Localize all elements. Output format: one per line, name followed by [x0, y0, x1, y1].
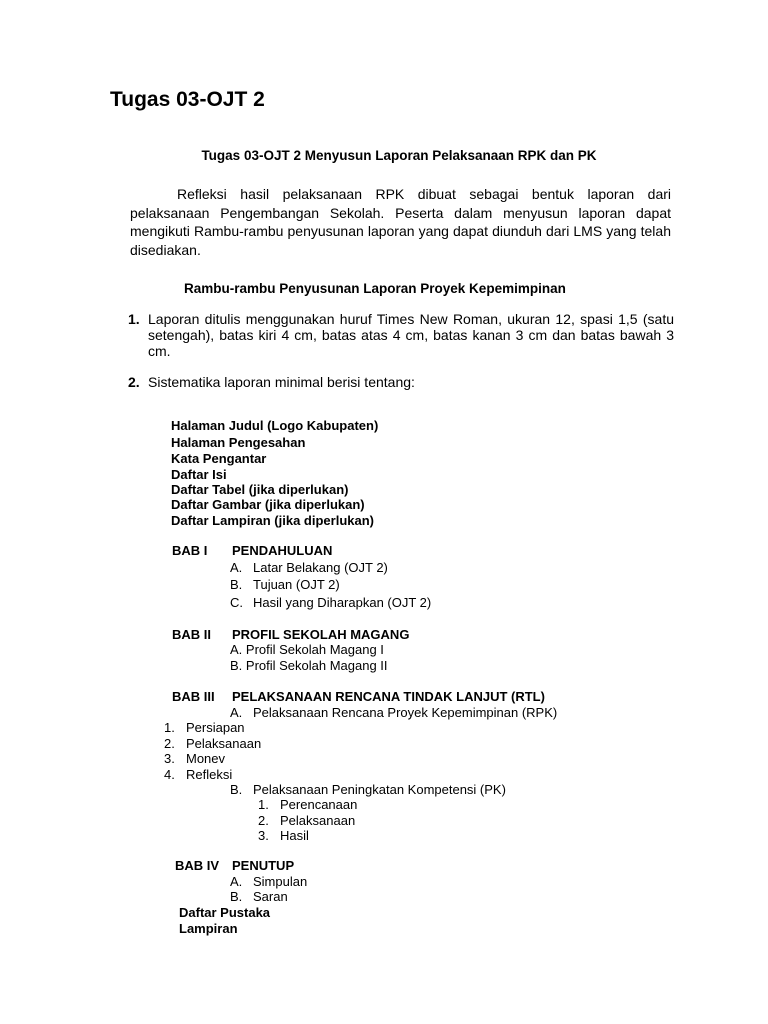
- list-item: Lampiran: [179, 921, 238, 936]
- list-item: Pelaksanaan Rencana Proyek Kepemimpinan (RPK): [253, 705, 558, 720]
- chapter-title: PENDAHULUAN: [232, 543, 333, 558]
- list-item-number: 1.: [164, 720, 175, 735]
- point-number: 2.: [128, 374, 140, 390]
- chapter-number: BAB IV: [175, 858, 220, 873]
- list-item: B. Profil Sekolah Magang II: [230, 658, 388, 673]
- list-item-marker: C.: [230, 595, 243, 610]
- chapter-title: PROFIL SEKOLAH MAGANG: [232, 627, 410, 642]
- list-item: Hasil yang Diharapkan (OJT 2): [253, 595, 432, 610]
- chapter-number: BAB I: [172, 543, 208, 558]
- intro-paragraph: Refleksi hasil pelaksanaan RPK dibuat sebagai bentuk laporan dari pelaksanaan Pengembangan Sekolah. Peserta dalam menyusun laporan dapat mengikuti Rambu-rambu penyusunan laporan yang dapat diunduh dari LMS yang telah disediakan.: [130, 186, 671, 258]
- list-item: Perencanaan: [280, 797, 358, 812]
- list-item-marker: B.: [230, 889, 243, 904]
- list-item: Tujuan (OJT 2): [253, 577, 340, 592]
- assignment-subtitle: Tugas 03-OJT 2 Menyusun Laporan Pelaksanaan RPK dan PK: [201, 148, 597, 163]
- list-item-number: 3.: [164, 751, 175, 766]
- list-item: Daftar Lampiran (jika diperlukan): [171, 513, 374, 528]
- guidelines-heading: Rambu-rambu Penyusunan Laporan Proyek Kepemimpinan: [184, 281, 566, 296]
- point-text: Sistematika laporan minimal berisi tentang:: [148, 374, 415, 390]
- list-item: Pelaksanaan: [186, 736, 262, 751]
- list-item-number: 4.: [164, 767, 175, 782]
- list-item: Simpulan: [253, 874, 308, 889]
- list-item-number: 1.: [258, 797, 269, 812]
- list-item: Daftar Gambar (jika diperlukan): [171, 497, 365, 512]
- list-item: Pelaksanaan: [280, 813, 356, 828]
- list-item: Halaman Pengesahan: [171, 435, 306, 450]
- list-item-number: 2.: [164, 736, 175, 751]
- list-item: Refleksi: [186, 767, 233, 782]
- point-number: 1.: [128, 311, 140, 327]
- list-item: Latar Belakang (OJT 2): [253, 560, 388, 575]
- list-item-marker: A.: [230, 874, 243, 889]
- guideline-point-2: [128, 374, 674, 392]
- list-item-marker: B.: [230, 577, 243, 592]
- list-item-number: 2.: [258, 813, 269, 828]
- list-item: Monev: [186, 751, 226, 766]
- chapter-number: BAB III: [172, 689, 215, 704]
- list-item: Kata Pengantar: [171, 451, 267, 466]
- chapter-title: PELAKSANAAN RENCANA TINDAK LANJUT (RTL): [232, 689, 545, 704]
- list-item-marker: B.: [230, 782, 243, 797]
- list-item-marker: A.: [230, 560, 243, 575]
- chapter-title: PENUTUP: [232, 858, 295, 873]
- list-item: Persiapan: [186, 720, 245, 735]
- list-item: A. Profil Sekolah Magang I: [230, 642, 384, 657]
- list-item-number: 3.: [258, 828, 269, 843]
- list-item: Hasil: [280, 828, 309, 843]
- point-text: Laporan ditulis menggunakan huruf Times New Roman, ukuran 12, spasi 1,5 (satu setengah), batas kiri 4 cm, batas atas 4 cm, batas kanan 3 cm dan batas bawah 3 cm.: [148, 311, 674, 359]
- chapter-number: BAB II: [172, 627, 211, 642]
- page-title: Tugas 03-OJT 2: [110, 88, 265, 111]
- list-item-marker: A.: [230, 705, 243, 720]
- list-item: Saran: [253, 889, 288, 904]
- list-item: Pelaksanaan Peningkatan Kompetensi (PK): [253, 782, 506, 797]
- guideline-point-1: [128, 311, 674, 361]
- list-item: Daftar Tabel (jika diperlukan): [171, 482, 349, 497]
- list-item: Daftar Isi: [171, 467, 227, 482]
- list-item: Halaman Judul (Logo Kabupaten): [171, 418, 379, 433]
- list-item: Daftar Pustaka: [179, 905, 271, 920]
